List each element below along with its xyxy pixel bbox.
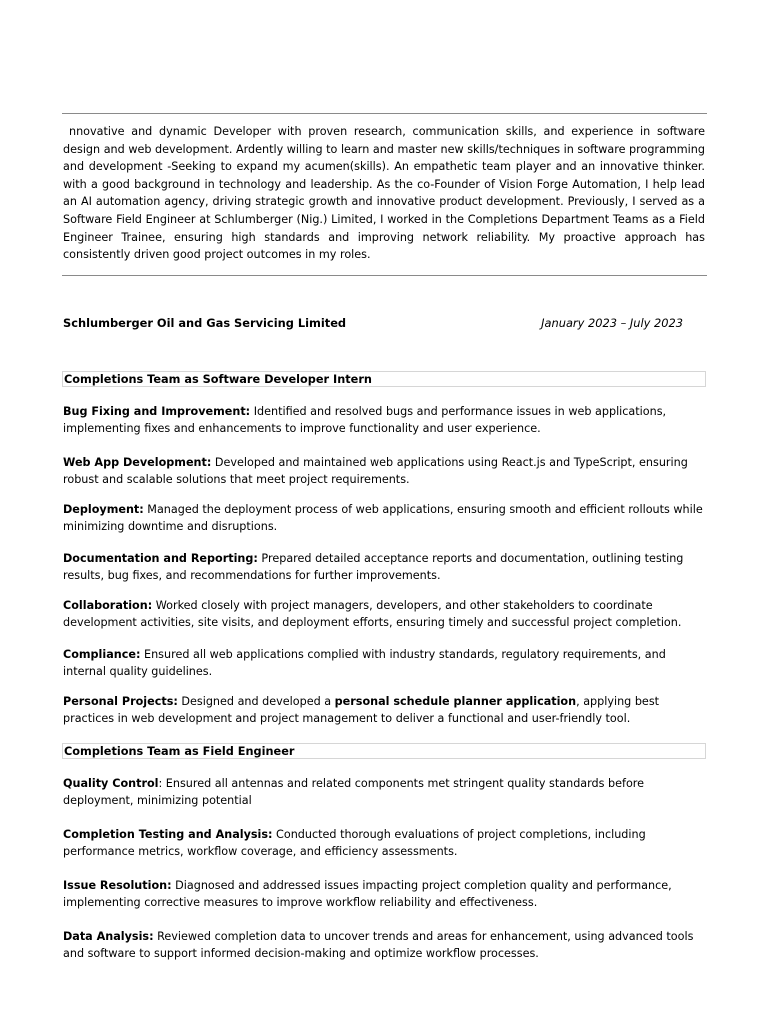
duty-item (63, 550, 707, 584)
company-name: Schlumberger Oil and Gas Servicing Limited (63, 316, 347, 330)
employment-dates: January 2023 – July 2023 (541, 316, 683, 330)
duty-label: Compliance: (63, 648, 141, 661)
duty-label: Issue Resolution: (63, 879, 172, 892)
duty-item (63, 775, 707, 809)
role-title-software-intern: Completions Team as Software Developer Intern (62, 371, 706, 387)
duty-text: , applying best practices in web development and project management to deliver a functional and user-friendly tool. (63, 695, 660, 725)
duty-text: Conducted thorough evaluations of project completions, including performance metrics, workflow coverage, and efficiency assessments. (63, 828, 646, 858)
top-divider (62, 113, 707, 114)
duty-item (63, 877, 707, 911)
duty-item (63, 501, 707, 535)
duty-text: Reviewed completion data to uncover trends and areas for enhancement, using advanced tools and software to support informed decision-making and optimize workflow processes. (63, 930, 694, 960)
duty-label: Personal Projects: (63, 695, 178, 708)
duty-text: Diagnosed and addressed issues impacting project completion quality and performance, implementing corrective measures to improve workflow reliability and effectiveness. (63, 879, 672, 909)
duty-item (63, 928, 707, 962)
duty-text: Developed and maintained web applications using React.js and TypeScript, ensuring robust and scalable solutions that meet project requirements. (63, 456, 688, 486)
duty-label: Data Analysis: (63, 930, 154, 943)
duty-text: Worked closely with project managers, developers, and other stakeholders to coordinate development activities, site visits, and deployment efforts, ensuring timely and successful project completion. (63, 599, 682, 629)
duty-label: Quality Control (63, 777, 159, 790)
duty-label: Deployment: (63, 503, 144, 516)
duty-label: Bug Fixing and Improvement: (63, 405, 251, 418)
duty-text: Designed and developed a (177, 695, 335, 708)
duty-label: Completion Testing and Analysis: (63, 828, 273, 841)
duty-text: : Ensured all antennas and related components met stringent quality standards before deployment, minimizing potential (63, 777, 645, 807)
project-name: personal schedule planner application (334, 695, 577, 708)
duty-item (63, 454, 707, 488)
duty-label: Documentation and Reporting: (63, 552, 258, 565)
duty-item (63, 646, 707, 680)
duty-item (63, 403, 707, 437)
duty-text: Identified and resolved bugs and performance issues in web applications, implementing fixes and enhancements to improve functionality and user experience. (63, 405, 667, 435)
duty-text: Prepared detailed acceptance reports and documentation, outlining testing results, bug fixes, and recommendations for further improvements. (63, 552, 684, 582)
summary-paragraph: nnovative and dynamic Developer with proven research, communication skills, and experience in software design and web development. Ardently willing to learn and master new skills/techniques in software programming and development -Seeking to expand my acumen(skills). An empathetic team player and an innovative thinker. with a good background in technology and leadership. As the co-Founder of Vision Forge Automation, I help lead an AI automation agency, driving strategic growth and innovative product development. Previously, I served as a Software Field Engineer at Schlumberger (Nig.) Limited, I worked in the Completions Department Teams as a Field Engineer Trainee, ensuring high standards and improving network reliability. My proactive approach has consistently driven good project outcomes in my roles. (63, 125, 705, 262)
duty-text: Ensured all web applications complied with industry standards, regulatory requirements, and internal quality guidelines. (63, 648, 666, 678)
role-title-field-engineer: Completions Team as Field Engineer (62, 743, 706, 759)
duty-label: Collaboration: (63, 599, 153, 612)
duty-item (63, 597, 707, 631)
summary-divider (62, 275, 707, 276)
duty-text: Managed the deployment process of web applications, ensuring smooth and efficient rollouts while minimizing downtime and disruptions. (63, 503, 703, 533)
duty-label: Web App Development: (63, 456, 212, 469)
experience-header (63, 314, 683, 332)
duty-item-personal-projects (63, 693, 707, 727)
duty-item (63, 826, 707, 860)
